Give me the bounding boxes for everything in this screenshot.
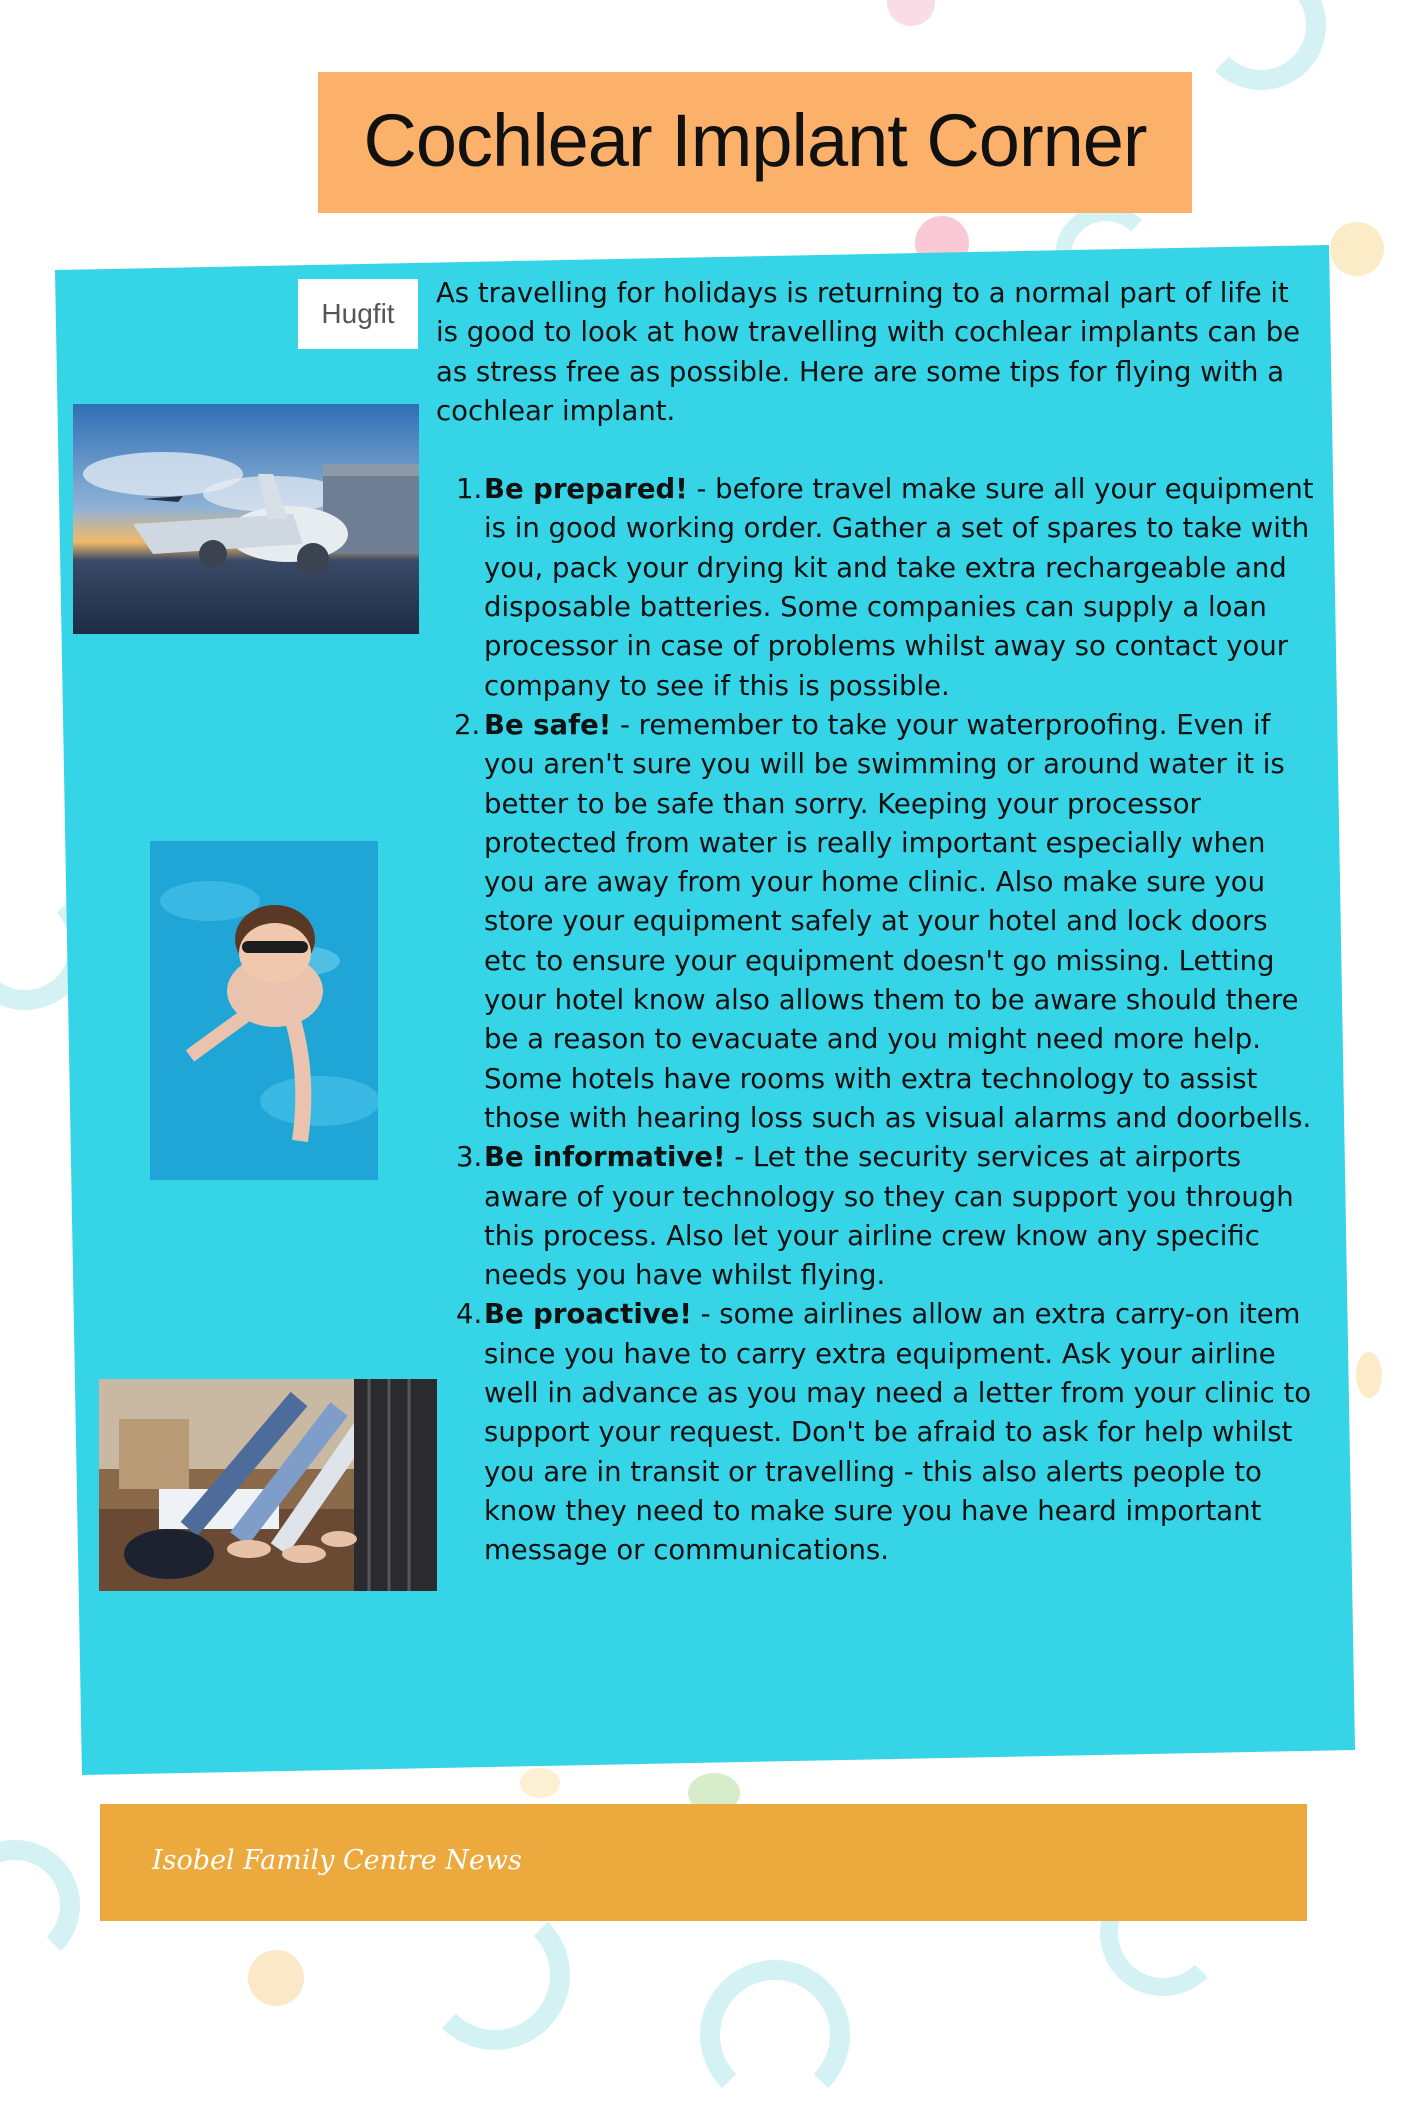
intro-paragraph: As travelling for holidays is returning to a normal part of life it is good to look at how travelling with cochlear implants can be as stress free as possible. Here are some tips for flying with a cochlear implant. — [436, 277, 1301, 427]
article-body — [436, 274, 1314, 1571]
swimming-child-photo — [150, 841, 378, 1180]
tip-number: 1. — [456, 473, 483, 506]
travel-family-photo — [99, 1379, 437, 1591]
airplane-photo — [73, 404, 419, 634]
tip-number: 3. — [456, 1141, 483, 1174]
tip-number: 2. — [454, 708, 481, 741]
tips-list — [436, 470, 1314, 1570]
tip-item — [456, 470, 1314, 706]
tip-body: - remember to take your waterproofing. Even if you aren't sure you will be swimming or around water it is better to be safe than sorry. Keeping your processor protected from water is really important especially when you are away from your home clinic. Also make sure you store your equipment safely at your hotel and lock doors etc to ensure your equipment doesn't go missing. Letting your hotel know also allows them to be aware should there be a reason to evacuate and you might need more help. Some hotels have rooms with extra technology to assist those with hearing loss such as visual alarms and doorbells. — [484, 708, 1312, 1134]
tip-item — [456, 1138, 1314, 1295]
tip-number: 4. — [456, 1298, 483, 1331]
decor-arc — [420, 1900, 570, 2050]
decor-dot — [1356, 1352, 1382, 1398]
tip-body: - Let the security services at airports aware of your technology so they can support you through this process. Also let your airline crew know any specific needs you have whilst flying. — [484, 1141, 1294, 1292]
tip-item — [456, 1295, 1314, 1570]
tip-body: - before travel make sure all your equipment is in good working order. Gather a set of spares to take with you, pack your drying kit and take extra rechargeable and disposable batteries. Some companies can supply a loan processor in case of problems whilst away so contact your company to see if this is possible. — [484, 473, 1314, 702]
decor-arc — [700, 1960, 850, 2110]
page-title: Cochlear Implant Corner — [363, 99, 1147, 182]
hugfit-logo: Hugfit — [298, 279, 418, 349]
footer-title: Isobel Family Centre News — [152, 1845, 522, 1876]
tip-title: Be informative! — [484, 1141, 726, 1174]
footer-banner — [100, 1804, 1307, 1921]
tip-title: Be safe! — [484, 708, 612, 741]
tip-title: Be prepared! — [484, 473, 688, 506]
decor-dot — [887, 0, 935, 26]
tip-body: - some airlines allow an extra carry-on item since you have to carry extra equipment. Ask your airline well in advance as you may need a letter from your clinic to support your request. Don't be afraid to ask for help whilst you are in transit or travelling - this also alerts people to know they need to make sure you have heard important message or communications. — [484, 1298, 1312, 1567]
decor-dot — [1330, 222, 1384, 276]
decor-arc — [1196, 0, 1326, 90]
title-banner — [318, 72, 1192, 213]
decor-dot — [248, 1950, 304, 2006]
decor-arc — [0, 1840, 80, 1970]
tip-item — [454, 706, 1314, 1138]
tip-title: Be proactive! — [484, 1298, 692, 1331]
decor-dot — [520, 1768, 560, 1798]
